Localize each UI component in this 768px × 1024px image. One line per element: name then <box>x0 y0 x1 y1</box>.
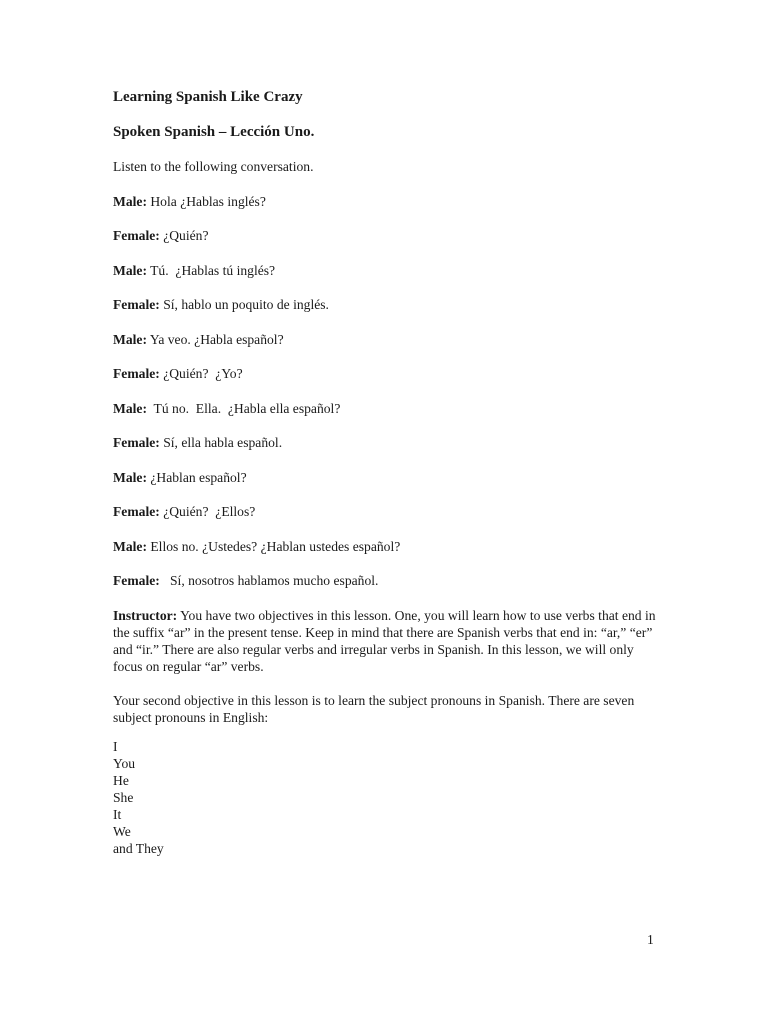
pronoun-item: and They <box>113 841 164 856</box>
speaker-label: Male: <box>113 538 147 554</box>
speaker-label: Male: <box>113 262 147 278</box>
speaker-label: Female: <box>113 366 160 381</box>
dialogue-text: Tú no. Ella. ¿Habla ella español? <box>146 400 341 416</box>
dialogue-line <box>113 193 658 210</box>
dialogue-line <box>113 365 658 382</box>
dialogue-text: ¿Hablan español? <box>146 469 247 485</box>
speaker-label: Female: <box>113 297 160 312</box>
dialogue-line <box>113 400 658 417</box>
dialogue-line <box>113 572 658 589</box>
pronoun-item: We <box>113 824 131 839</box>
speaker-label: Male: <box>113 469 147 485</box>
pronoun-item: You <box>113 756 136 771</box>
speaker-label: Male: <box>113 331 147 347</box>
intro-text: Listen to the following conversation. <box>113 159 314 174</box>
pronoun-list <box>113 738 658 857</box>
speaker-label: Female: <box>113 228 160 243</box>
instructor-paragraph <box>113 607 658 675</box>
lesson-subtitle: Spoken Spanish – Lección Uno. <box>113 124 315 140</box>
dialogue-text: Tú. ¿Hablas tú inglés? <box>146 262 276 278</box>
speaker-label: Female: <box>113 573 160 588</box>
dialogue-text: ¿Quién? ¿Ellos? <box>159 504 256 519</box>
dialogue-text: Sí, ella habla español. <box>159 435 283 450</box>
dialogue-line <box>113 503 658 520</box>
speaker-label: Male: <box>113 400 147 416</box>
second-objective-paragraph: Your second objective in this lesson is to learn the subject pronouns in Spanish. There are seven subject pronouns in English: <box>113 693 635 725</box>
dialogue-line <box>113 434 658 451</box>
dialogue-line <box>113 227 658 244</box>
dialogue-line <box>113 262 658 279</box>
instructor-label: Instructor: <box>113 607 178 623</box>
document-title: Learning Spanish Like Crazy <box>113 89 303 105</box>
speaker-label: Male: <box>113 193 147 209</box>
speaker-label: Female: <box>113 435 160 450</box>
dialogue-text: Sí, hablo un poquito de inglés. <box>159 297 329 312</box>
instructor-text: You have two objectives in this lesson. One, you will learn how to use verbs that end in the suffix “ar” in the present tense. Keep in mind that there are Spanish verbs that end in: “ar,” “er” and “ir.” There are also regular verbs and irregular verbs in Spanish. In this lesson, we will only focus on regular “ar” verbs. <box>113 607 656 674</box>
dialogue-line <box>113 538 658 555</box>
pronoun-item: He <box>113 773 129 788</box>
pronoun-item: She <box>113 790 134 805</box>
dialogue-text: ¿Quién? ¿Yo? <box>159 366 243 381</box>
speaker-label: Female: <box>113 504 160 519</box>
pronoun-item: I <box>113 739 118 754</box>
dialogue-line <box>113 331 658 348</box>
document-page <box>113 88 658 857</box>
dialogue-text: Sí, nosotros hablamos mucho español. <box>159 573 379 588</box>
dialogue <box>113 193 658 590</box>
pronoun-item: It <box>113 807 122 822</box>
dialogue-line <box>113 469 658 486</box>
dialogue-text: Ya veo. ¿Habla español? <box>146 331 284 347</box>
dialogue-text: Hola ¿Hablas inglés? <box>146 193 266 209</box>
page-number: 1 <box>647 932 654 947</box>
dialogue-text: ¿Quién? <box>159 228 209 243</box>
dialogue-text: Ellos no. ¿Ustedes? ¿Hablan ustedes español? <box>146 538 401 554</box>
dialogue-line <box>113 296 658 313</box>
